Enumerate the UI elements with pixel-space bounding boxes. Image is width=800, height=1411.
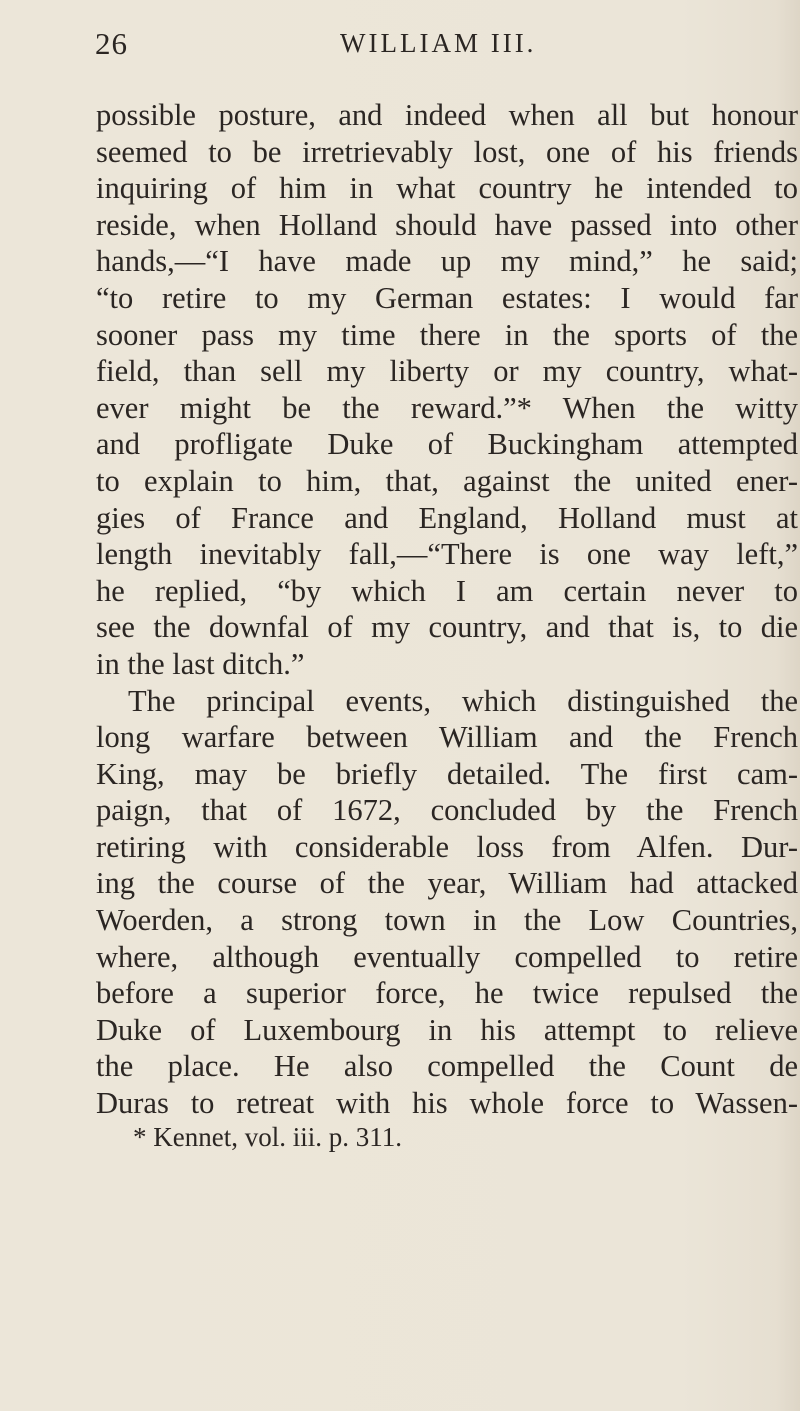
running-head: WILLIAM III. — [340, 28, 537, 58]
text-line: to explain to him, that, against the united ener- — [96, 463, 798, 498]
text-line: “to retire to my German estates: I would far — [96, 280, 798, 315]
text-line: reside, when Holland should have passed into other — [96, 207, 798, 242]
text-line: Duke of Luxembourg in his attempt to relieve — [96, 1012, 798, 1047]
text-line: length inevitably fall,—“There is one way left,” — [96, 537, 798, 572]
text-line: seemed to be irretrievably lost, one of his friends — [96, 134, 798, 169]
text-line: long warfare between William and the French — [96, 720, 798, 755]
text-line: paign, that of 1672, concluded by the French — [96, 793, 798, 828]
page-number: 26 — [95, 26, 128, 61]
page-header — [0, 18, 800, 78]
text-line: ever might be the reward.”* When the witty — [96, 390, 798, 425]
text-line: where, although eventually compelled to retire — [96, 939, 798, 974]
text-line: Woerden, a strong town in the Low Countries, — [96, 903, 798, 938]
text-line: hands,—“I have made up my mind,” he said; — [96, 244, 798, 279]
text-line: in the last ditch.” — [96, 646, 305, 681]
text-line: inquiring of him in what country he intended to — [96, 171, 798, 206]
body-text — [96, 97, 798, 1122]
text-line: he replied, “by which I am certain never to — [96, 573, 798, 608]
footnote: * Kennet, vol. iii. p. 311. — [133, 1122, 402, 1152]
text-line: and profligate Duke of Buckingham attempted — [96, 427, 798, 462]
text-line: gies of France and England, Holland must at — [96, 500, 798, 535]
text-line: see the downfal of my country, and that is, to die — [96, 610, 798, 645]
text-line: sooner pass my time there in the sports of the — [96, 317, 798, 352]
paragraph-start-line: The principal events, which distinguished the — [128, 683, 798, 718]
text-line: the place. He also compelled the Count de — [96, 1049, 798, 1084]
text-line: possible posture, and indeed when all but honour — [96, 98, 798, 132]
text-line: field, than sell my liberty or my country, what- — [96, 354, 798, 389]
text-line: ing the course of the year, William had attacked — [96, 866, 798, 901]
text-line: before a superior force, he twice repulsed the — [96, 976, 798, 1011]
text-line: Duras to retreat with his whole force to Wassen- — [96, 1086, 798, 1121]
text-line: retiring with considerable loss from Alfen. Dur- — [96, 829, 798, 864]
text-line: King, may be briefly detailed. The first cam- — [96, 756, 798, 791]
